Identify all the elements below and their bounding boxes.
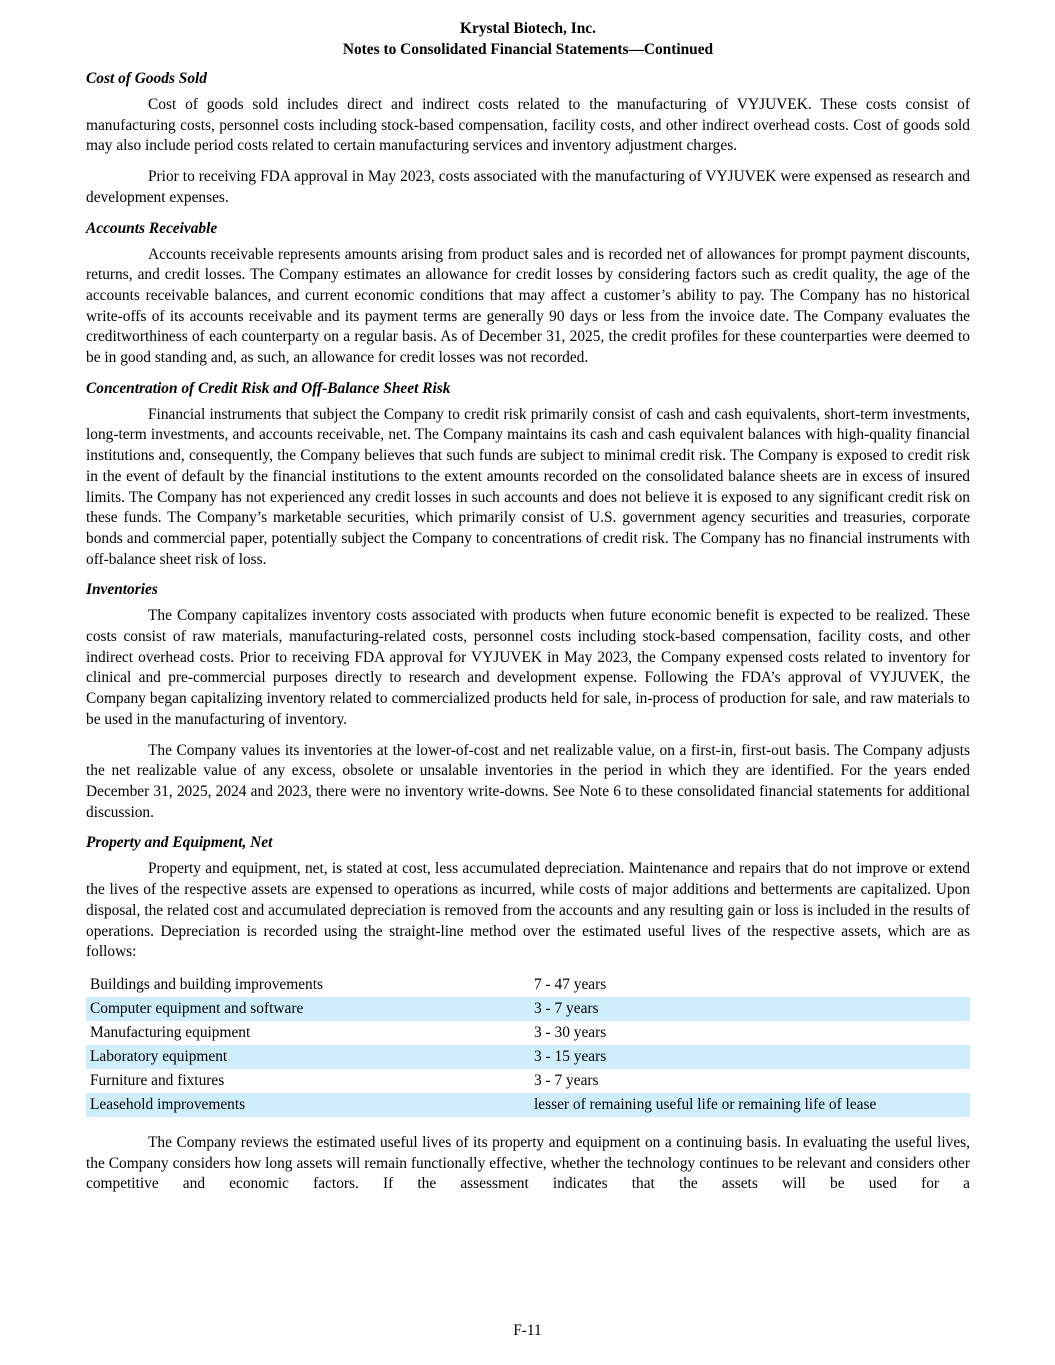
table-row [86,1069,970,1093]
page-number: F-11 [513,1322,542,1339]
paragraph: The Company capitalizes inventory costs associated with products when future economic benefit is expected to be realized. These costs consist of raw materials, manufacturing-related costs, personnel costs including stock-based compensation, facility costs, and other indirect overhead costs. Prior to receiving FDA approval for VYJUVEK in May 2023, the Company expensed costs related to inventory for clinical and pre-commercial purposes directly to research and development expense. Following the FDA’s approval of VYJUVEK, the Company began capitalizing inventory related to commercialized products held for sale, in-process of production for sale, and raw materials to be used in the manufacturing of inventory. [86,607,970,728]
asset-cell: Computer equipment and software [86,997,530,1021]
section-title: Concentration of Credit Risk and Off-Balance Sheet Risk [86,379,451,397]
paragraph: Financial instruments that subject the Company to credit risk primarily consist of cash and cash equivalents, short-term investments, long-term investments, and accounts receivable, net. The Company maintains its cash and cash equivalent balances with high-quality financial institutions and, consequently, the Company believes that such funds are subject to minimal credit risk. The Company is exposed to credit risk in the event of default by the financial institutions to the extent amounts recorded on the consolidated balance sheets are in excess of insured limits. The Company has not experienced any credit losses in such accounts and does not believe it is exposed to any significant credit risk on these funds. The Company’s marketable securities, which primarily consist of U.S. government agency securities and treasuries, corporate bonds and commercial paper, potentially subject the Company to concentrations of credit risk. The Company has no financial instruments with off-balance sheet risk of loss. [86,405,970,568]
section-credit-risk [86,379,970,571]
life-cell: lesser of remaining useful life or remaining life of lease [530,1093,970,1117]
table-row [86,1021,970,1045]
table-row [86,1045,970,1069]
life-cell: 3 - 7 years [534,1071,599,1089]
paragraph: Property and equipment, net, is stated at cost, less accumulated depreciation. Maintenance and repairs that do not improve or extend the lives of the respective assets are expensed to operations as incurred, while costs of major additions and betterments are capitalized. Upon disposal, the related cost and accumulated depreciation is removed from the accounts and any resulting gain or loss is included in the results of operations. Depreciation is recorded using the straight-line method over the estimated useful lives of the respective assets, which are as follows: [86,860,970,961]
asset-cell: Manufacturing equipment [90,1023,251,1041]
section-title: Inventories [86,581,158,599]
company-name: Krystal Biotech, Inc. [460,20,596,37]
table-row [86,997,970,1021]
section-title: Cost of Goods Sold [86,70,208,87]
asset-cell: Leasehold improvements [86,1093,530,1117]
document-page [86,18,970,1205]
table-row [86,973,970,997]
useful-lives-table [86,973,970,1117]
section-title: Property and Equipment, Net [86,834,273,852]
section-title: Accounts Receivable [86,219,218,237]
section-cost-of-goods-sold [86,69,970,209]
life-cell: 3 - 7 years [530,997,970,1021]
life-cell: 7 - 47 years [534,975,607,993]
life-cell: 3 - 30 years [534,1023,607,1041]
section-inventories [86,580,970,823]
asset-cell: Buildings and building improvements [90,975,323,993]
asset-cell: Furniture and fixtures [90,1071,225,1089]
paragraph: The Company values its inventories at the lower-of-cost and net realizable value, on a first-in, first-out basis. The Company adjusts the net realizable value of any excess, obsolete or unsalable inventories in the period in which they are identified. For the years ended December 31, 2025, 2024 and 2023, there were no inventory write-downs. See Note 6 to these consolidated financial statements for additional discussion. [86,741,970,821]
life-cell: 3 - 15 years [530,1045,970,1069]
section-property-equipment [86,833,970,963]
paragraph: The Company reviews the estimated useful lives of its property and equipment on a continuing basis. In evaluating the useful lives, the Company considers how long assets will remain functionally effective, whether the technology continues to be relevant and considers other competitive and economic factors. If the assessment indicates that the assets will be used for a [86,1133,970,1193]
section-accounts-receivable [86,219,970,369]
table-row [86,1093,970,1117]
paragraph: Cost of goods sold includes direct and indirect costs related to the manufacturing of VYJUVEK. These costs consist of manufacturing costs, personnel costs including stock-based compensation, facility costs, and other indirect overhead costs. Cost of goods sold may also include period costs related to certain manufacturing services and inventory adjustment charges. [86,96,970,155]
paragraph: Accounts receivable represents amounts arising from product sales and is recorded net of allowances for prompt payment discounts, returns, and credit losses. The Company estimates an allowance for credit losses by considering factors such as credit quality, the age of the accounts receivable balances, and current economic conditions that may affect a customer’s ability to pay. The Company has no historical write-offs of its accounts receivable and its payment terms are generally 90 days or less from the invoice date. The Company evaluates the creditworthiness of each counterparty on a regular basis. As of December 31, 2025, the credit profiles for these counterparties were deemed to be in good standing and, as such, an allowance for credit losses was not recorded. [86,245,970,367]
asset-cell: Laboratory equipment [86,1045,530,1069]
paragraph: Prior to receiving FDA approval in May 2023, costs associated with the manufacturing of VYJUVEK were expensed as research and development expenses. [86,168,970,206]
document-subtitle: Notes to Consolidated Financial Statements—Continued [342,41,714,58]
